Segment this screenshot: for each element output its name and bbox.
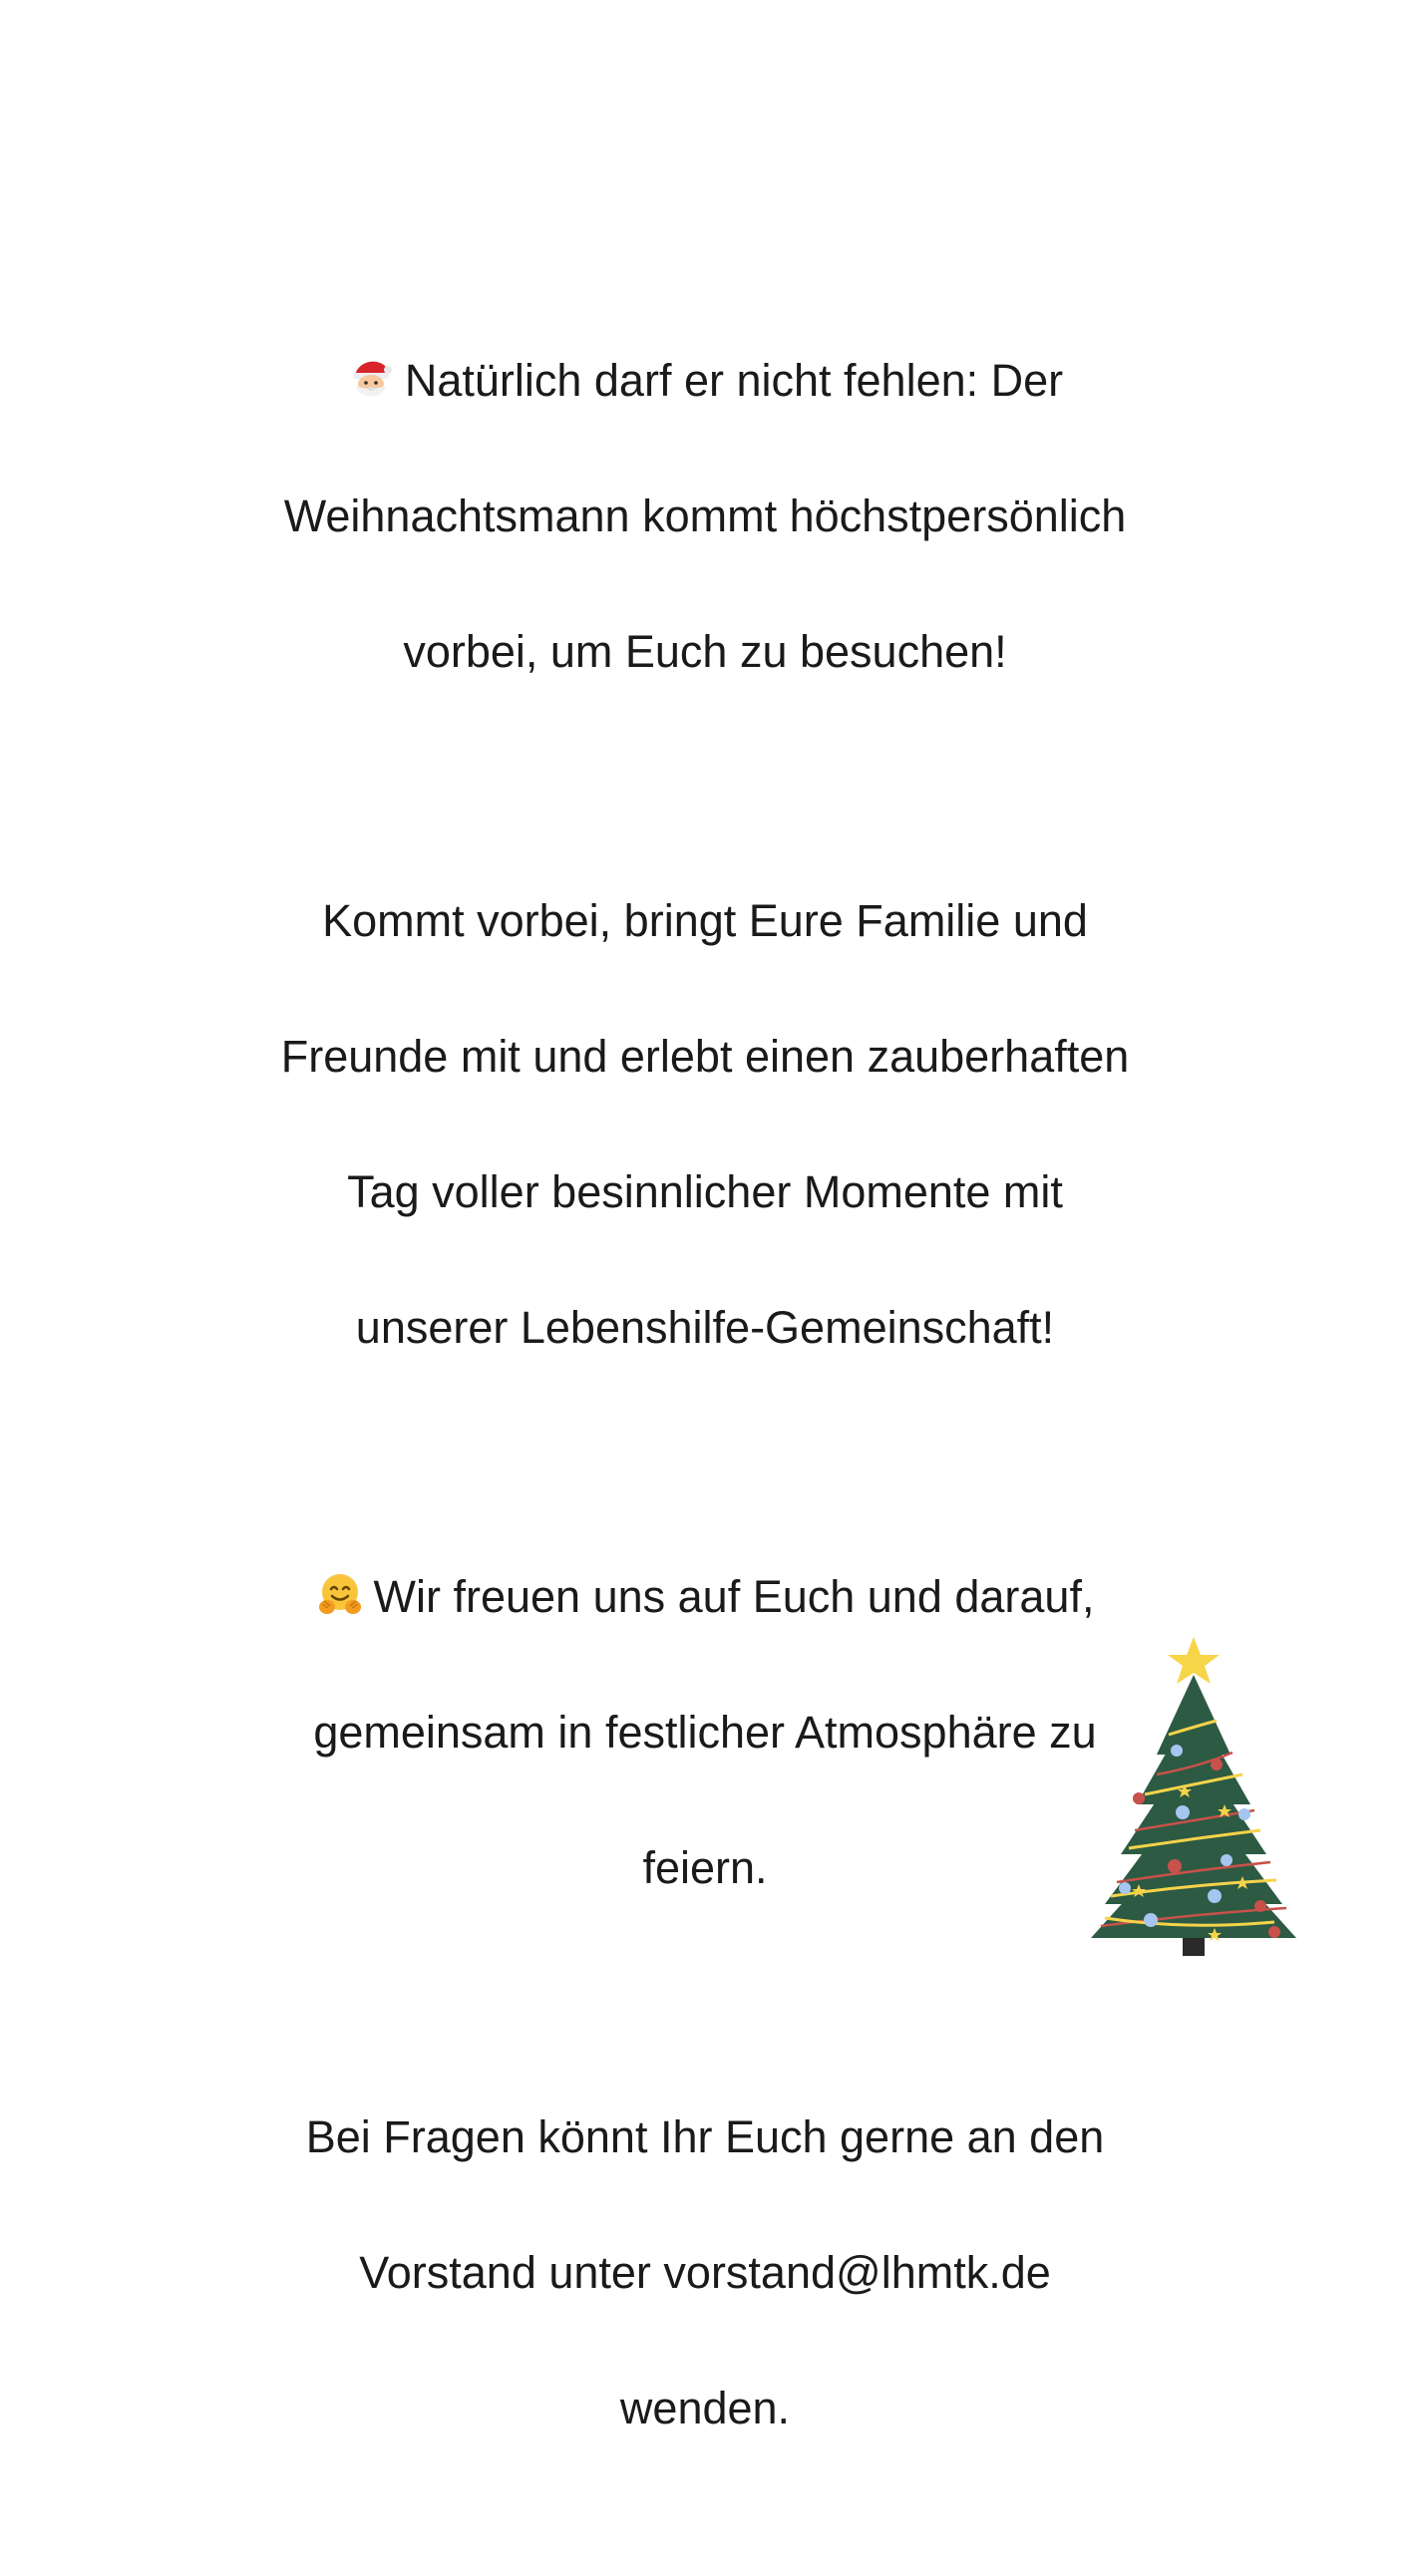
text-line: unserer Lebenshilfe-Gemeinschaft! xyxy=(355,1302,1055,1353)
christmas-tree-icon xyxy=(1065,1635,1324,1964)
text-line: Kommt vorbei, bringt Eure Familie und xyxy=(322,895,1088,946)
text-line: Natürlich darf er nicht fehlen: Der xyxy=(157,347,1253,415)
santa-icon xyxy=(347,354,395,402)
text-line: vorbei, um Euch zu besuchen! xyxy=(403,626,1007,677)
text-line: Weihnachtsmann kommt höchstpersönlich xyxy=(283,490,1127,541)
text-line: Wir freuen uns auf Euch und darauf, xyxy=(157,1563,1253,1631)
paragraph-invitation xyxy=(157,819,1253,1430)
text-line: gemeinsam in festlicher Atmosphäre zu xyxy=(313,1707,1097,1758)
text-line: Tag voller besinnlicher Momente mit xyxy=(347,1166,1063,1217)
flyer-text-body xyxy=(157,279,1253,2576)
text-line: feiern. xyxy=(642,1842,768,1893)
paragraph-contact xyxy=(157,2036,1253,2510)
text-line: Bei Fragen könnt Ihr Euch gerne an den xyxy=(305,2111,1105,2162)
text-line: Freunde mit und erlebt einen zauberhaften xyxy=(280,1031,1130,1082)
hugging-face-icon xyxy=(316,1570,364,1618)
text-line: Vorstand unter vorstand@lhmtk.de xyxy=(359,2247,1051,2298)
paragraph-santa-visit xyxy=(157,279,1253,754)
text-line: wenden. xyxy=(619,2383,791,2433)
